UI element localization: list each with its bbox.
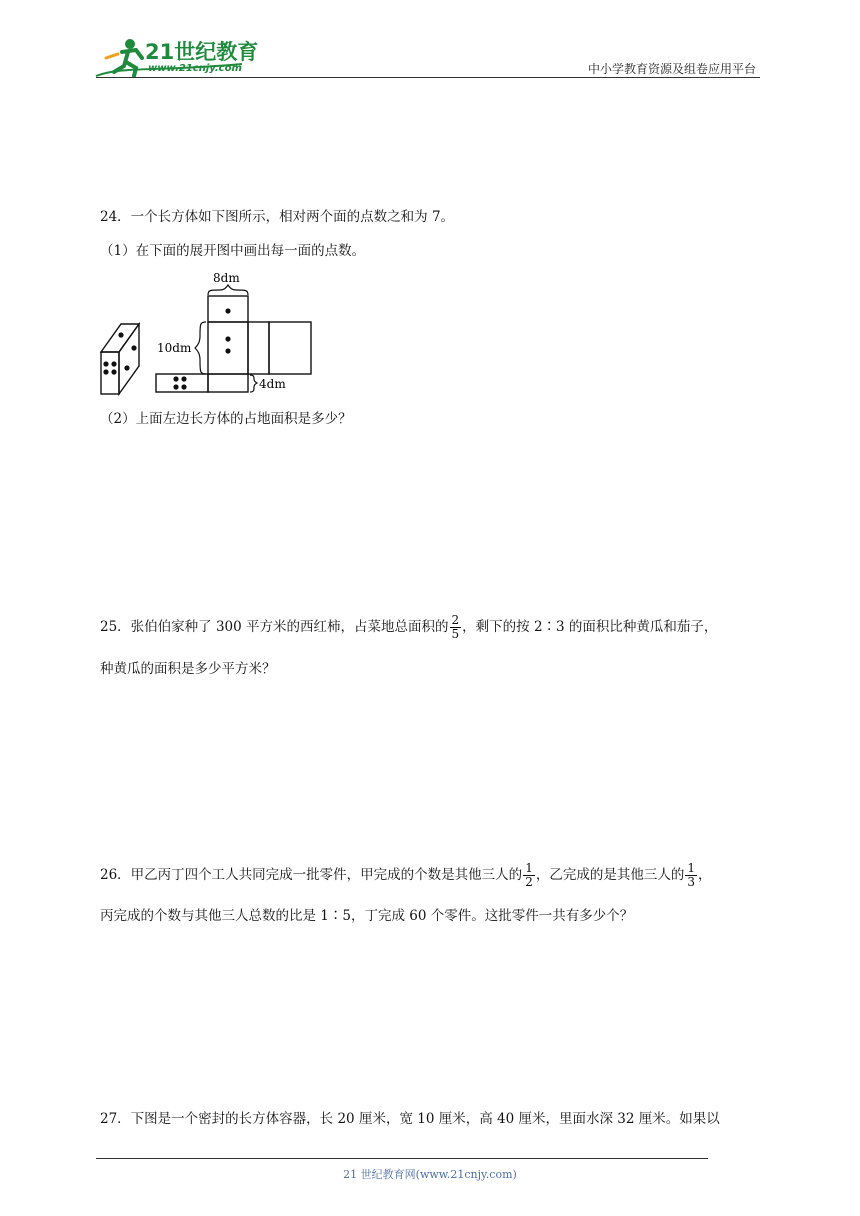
footer-text: 21 世纪教育网(www.21cnjy.com) [343,1168,517,1181]
q25-line2: 种黄瓜的面积是多少平方米？ [100,661,276,677]
q24-part2: （2）上面左边长方体的占地面积是多少？ [100,411,352,427]
q26-text-b: ，乙完成的是其他三人的 [535,867,685,883]
q26-frac2-num: 1 [687,861,695,875]
q24-part1: （1）在下面的展开图中画出每一面的点数。 [100,243,366,259]
q27-line1: 27．下图是一个密封的长方体容器，长 20 厘米，宽 10 厘米，高 40 厘米，里面水深 32 厘米。如果以 [100,1111,720,1127]
q25-line1 [100,612,717,642]
net-label-top: 8dm [213,271,240,285]
header-divider [96,77,760,78]
q26-line2: 丙完成的个数与其他三人总数的比是 1∶5，丁完成 60 个零件。这批零件一共有多少个？ [100,908,634,924]
left-brace [195,322,206,374]
q26-fraction-1 [523,862,535,889]
q25-text-a: 25．张伯伯家种了 300 平方米的西红柿，占菜地总面积的 [100,619,449,635]
q26-frac2-den: 3 [687,875,695,889]
q24-cuboid-net-figure [96,268,326,398]
q26-frac1-num: 1 [525,861,533,875]
q25-frac-num: 2 [451,613,460,627]
logo-text: 21世纪教育 [145,40,259,64]
q24-line1: 24．一个长方体如下图所示，相对两个面的点数之和为 7。 [100,209,455,225]
die-dots [103,332,136,374]
header-platform-text: 中小学教育资源及组卷应用平台 [587,62,756,76]
q26-line1 [100,860,711,890]
q25-frac-den: 5 [451,627,460,641]
logo-url: www.21cnjy.com [148,63,242,74]
footer-divider [96,1158,708,1159]
top-brace [208,285,248,295]
q26-frac1-den: 2 [525,875,533,889]
net-label-left: 10dm [157,341,192,355]
q25-text-b: ，剩下的按 2∶3 的面积比种黄瓜和茄子， [462,619,718,635]
q25-fraction [450,614,462,641]
net-label-right: 4dm [259,377,286,391]
q26-fraction-2 [685,862,697,889]
q26-text-c: ， [697,867,712,883]
q26-text-a: 26．甲乙丙丁四个工人共同完成一批零件，甲完成的个数是其他三人的 [100,867,523,883]
right-brace [250,375,257,392]
